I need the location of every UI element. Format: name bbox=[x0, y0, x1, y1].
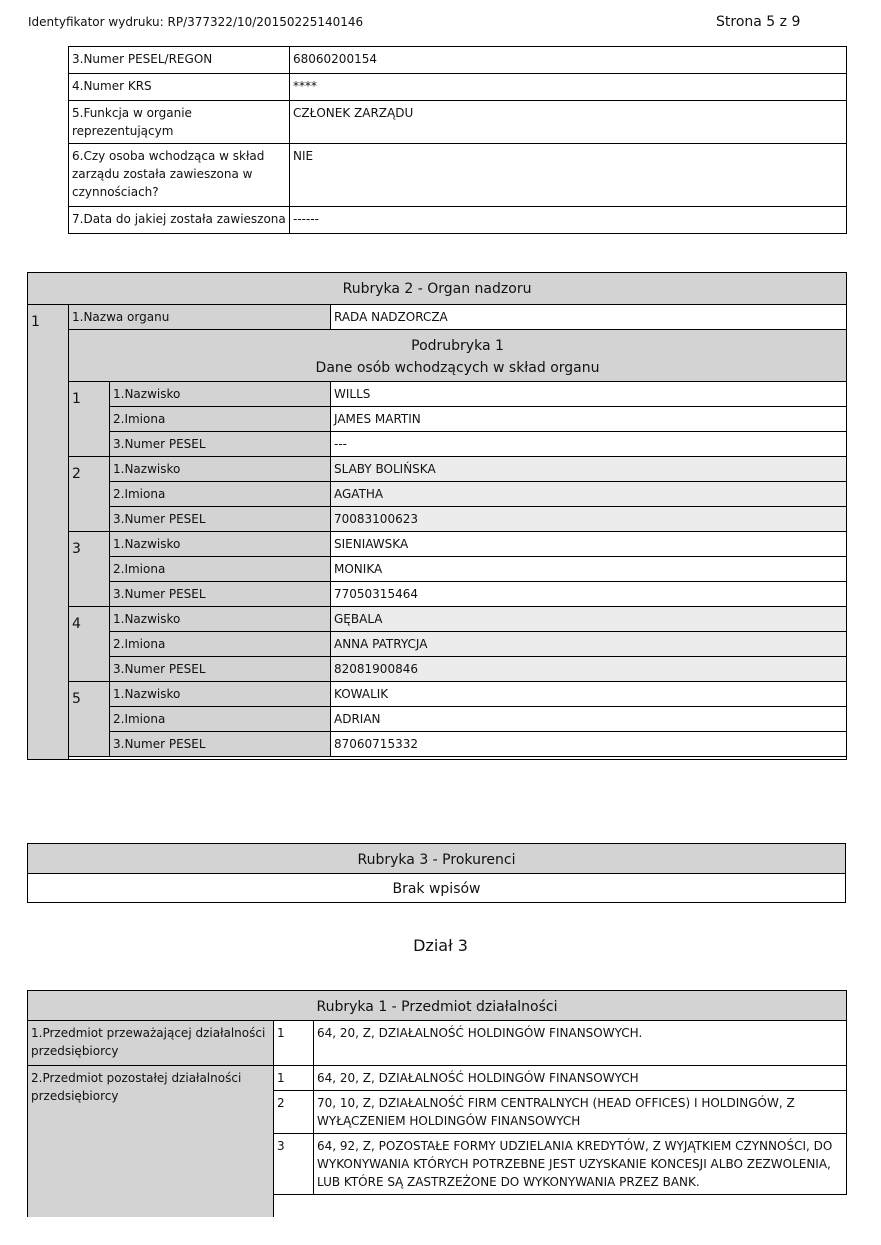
table-row bbox=[28, 557, 847, 582]
field-value: 68060200154 bbox=[290, 47, 847, 74]
table-row bbox=[28, 582, 847, 607]
field-label: 3.Numer PESEL bbox=[110, 507, 331, 532]
field-value: JAMES MARTIN bbox=[331, 407, 847, 432]
item-text: 64, 92, Z, POZOSTAŁE FORMY UDZIELANIA KREDYTÓW, Z WYJĄTKIEM CZYNNOŚCI, DO WYKONYWANIA KTÓRYCH POTRZEBNE JEST UZYSKANIE KONCESJI ALBO ZEZWOLENIA, LUB KTÓRE SĄ ZASTRZEŻONE DO WYKONYWANIA PRZEZ BANK. bbox=[314, 1134, 847, 1195]
field-label: 2.Imiona bbox=[110, 407, 331, 432]
field-value: SIENIAWSKA bbox=[331, 532, 847, 557]
business-activity-table bbox=[27, 990, 847, 1217]
field-label: 1.Nazwisko bbox=[110, 382, 331, 407]
subsection-title bbox=[69, 330, 847, 382]
field-label: 2.Imiona bbox=[110, 482, 331, 507]
field-label: 1.Nazwisko bbox=[110, 682, 331, 707]
section-title: Rubryka 1 - Przedmiot działalności bbox=[28, 991, 847, 1021]
item-number: 1 bbox=[274, 1066, 314, 1091]
table-row bbox=[28, 732, 847, 757]
field-label: 6.Czy osoba wchodząca w skład zarządu została zawieszona w czynnościach? bbox=[69, 144, 290, 207]
field-value: ADRIAN bbox=[331, 707, 847, 732]
section-title: Rubryka 2 - Organ nadzoru bbox=[28, 273, 847, 305]
subsection-title-line1: Podrubryka 1 bbox=[411, 338, 504, 354]
field-label: 4.Numer KRS bbox=[69, 74, 290, 101]
table-row bbox=[28, 707, 847, 732]
supervisory-body-table bbox=[27, 272, 847, 760]
table-row bbox=[28, 382, 847, 407]
proxies-table bbox=[27, 843, 846, 903]
field-label: 2.Przedmiot pozostałej działalności przedsiębiorcy bbox=[28, 1066, 274, 1218]
item-text: 70, 10, Z, DZIAŁALNOŚĆ FIRM CENTRALNYCH (HEAD OFFICES) I HOLDINGÓW, Z WYŁĄCZENIEM HOLDINGÓW FINANSOWYCH bbox=[314, 1091, 847, 1134]
field-value: SLABY BOLIŃSKA bbox=[331, 457, 847, 482]
person-index: 3 bbox=[69, 532, 110, 607]
field-value: CZŁONEK ZARZĄDU bbox=[290, 101, 847, 144]
person-index: 2 bbox=[69, 457, 110, 532]
representative-details-table bbox=[68, 46, 847, 234]
field-label: 1.Przedmiot przeważającej działalności przedsiębiorcy bbox=[28, 1021, 274, 1066]
field-value: 70083100623 bbox=[331, 507, 847, 532]
table-row bbox=[28, 532, 847, 557]
field-label: 3.Numer PESEL bbox=[110, 732, 331, 757]
subsection-title-line2: Dane osób wchodzących w skład organu bbox=[315, 360, 600, 376]
table-row bbox=[28, 482, 847, 507]
field-label: 3.Numer PESEL bbox=[110, 582, 331, 607]
item-number: 2 bbox=[274, 1091, 314, 1134]
print-identifier: Identyfikator wydruku: RP/377322/10/20150225140146 bbox=[28, 15, 364, 29]
field-label: 5.Funkcja w organie reprezentującym bbox=[69, 101, 290, 144]
table-row bbox=[28, 432, 847, 457]
field-label: 1.Nazwa organu bbox=[69, 305, 331, 330]
table-row bbox=[69, 101, 847, 144]
section-title: Rubryka 3 - Prokurenci bbox=[28, 844, 846, 874]
table-row bbox=[69, 74, 847, 101]
table-row bbox=[28, 507, 847, 532]
table-row bbox=[28, 457, 847, 482]
person-index: 5 bbox=[69, 682, 110, 757]
section-heading: Dział 3 bbox=[413, 936, 468, 955]
field-value: 87060715332 bbox=[331, 732, 847, 757]
field-value: 82081900846 bbox=[331, 657, 847, 682]
field-label: 1.Nazwisko bbox=[110, 532, 331, 557]
table-row bbox=[69, 144, 847, 207]
field-label: 2.Imiona bbox=[110, 557, 331, 582]
field-value: WILLS bbox=[331, 382, 847, 407]
page-number: Strona 5 z 9 bbox=[716, 14, 801, 30]
person-index: 1 bbox=[69, 382, 110, 457]
person-index: 4 bbox=[69, 607, 110, 682]
table-row bbox=[28, 682, 847, 707]
field-value: ------ bbox=[290, 207, 847, 234]
field-label: 7.Data do jakiej została zawieszona bbox=[69, 207, 290, 234]
field-label: 3.Numer PESEL bbox=[110, 657, 331, 682]
field-value: MONIKA bbox=[331, 557, 847, 582]
field-label: 2.Imiona bbox=[110, 632, 331, 657]
field-value: --- bbox=[331, 432, 847, 457]
item-text: 64, 20, Z, DZIAŁALNOŚĆ HOLDINGÓW FINANSOWYCH bbox=[314, 1066, 847, 1091]
table-row bbox=[28, 407, 847, 432]
field-value: RADA NADZORCZA bbox=[331, 305, 847, 330]
table-row bbox=[28, 632, 847, 657]
table-row bbox=[28, 607, 847, 632]
field-value: ANNA PATRYCJA bbox=[331, 632, 847, 657]
item-text: 64, 20, Z, DZIAŁALNOŚĆ HOLDINGÓW FINANSOWYCH. bbox=[314, 1021, 847, 1066]
field-value: 77050315464 bbox=[331, 582, 847, 607]
entry-index: 1 bbox=[28, 305, 69, 760]
item-number: 1 bbox=[274, 1021, 314, 1066]
field-value: GĘBALA bbox=[331, 607, 847, 632]
field-label: 3.Numer PESEL bbox=[110, 432, 331, 457]
field-value: AGATHA bbox=[331, 482, 847, 507]
field-label: 2.Imiona bbox=[110, 707, 331, 732]
table-row bbox=[28, 657, 847, 682]
table-row bbox=[69, 47, 847, 74]
no-entries-text: Brak wpisów bbox=[28, 874, 846, 903]
field-label: 3.Numer PESEL/REGON bbox=[69, 47, 290, 74]
field-value: KOWALIK bbox=[331, 682, 847, 707]
table-row bbox=[69, 207, 847, 234]
table-row bbox=[28, 1066, 847, 1091]
field-value: **** bbox=[290, 74, 847, 101]
table-footer-row bbox=[69, 757, 847, 760]
field-label: 1.Nazwisko bbox=[110, 607, 331, 632]
table-row bbox=[28, 1021, 847, 1066]
table-blank-area bbox=[274, 1195, 847, 1218]
item-number: 3 bbox=[274, 1134, 314, 1195]
field-label: 1.Nazwisko bbox=[110, 457, 331, 482]
field-value: NIE bbox=[290, 144, 847, 207]
